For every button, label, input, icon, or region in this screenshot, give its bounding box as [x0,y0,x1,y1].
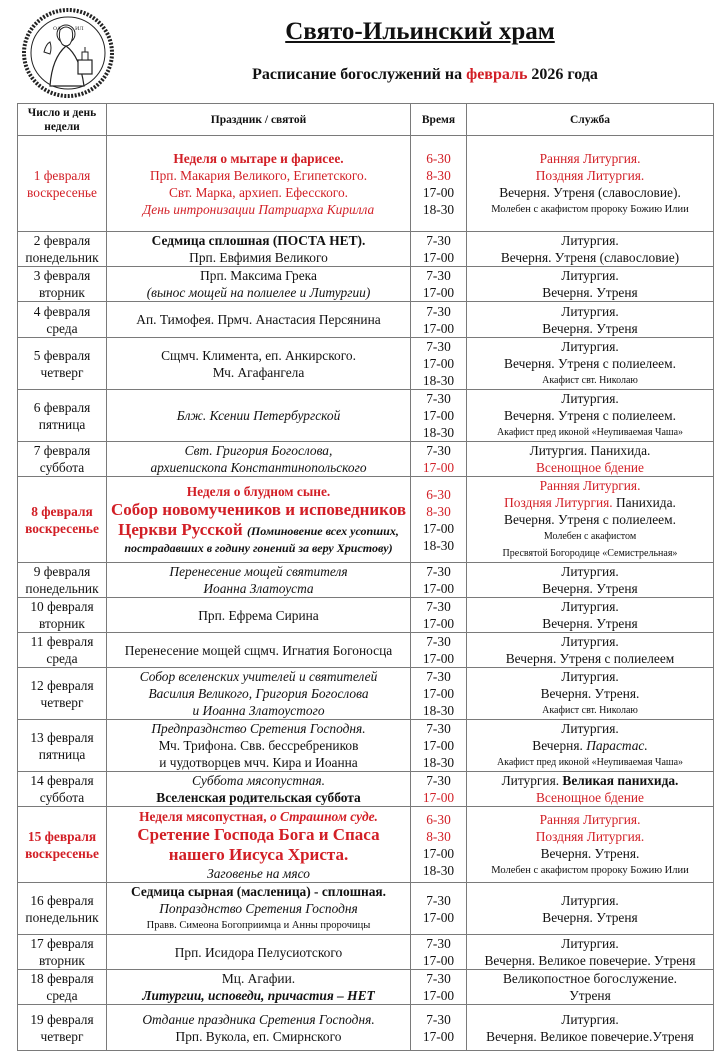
service-time: 18-30 [422,755,455,770]
feast-line: Прп. Макария Великого, Египетского. [149,167,368,183]
date-day: 8 февраля [31,503,93,519]
service-time: 17-00 [422,356,455,371]
feast-cell [107,598,411,633]
service-time: 17-00 [422,250,455,265]
church-seal-logo [20,8,116,98]
time-cell [411,1005,467,1051]
service-time: 6-30 [426,150,451,166]
service-line-part: Вечерня. [532,738,587,753]
service-cell [467,338,714,390]
feast-line: Блж. Ксении Петербургской [176,408,341,423]
service-line: Молебен с акафистом пророку Божию Илии [491,864,689,876]
service-time: 7-30 [426,443,451,458]
service-time: 17-00 [422,790,455,805]
date-weekday: понедельник [25,909,99,925]
service-line: Всенощное бдение [536,790,644,805]
feast-line: День интронизации Патриарха Кирилла [142,201,375,217]
table-row [18,338,714,390]
feast-cell [107,477,411,563]
service-line: Вечерня. Великое повечерие. Утреня [484,953,696,968]
time-cell [411,668,467,720]
service-line [469,772,711,789]
table-row [18,267,714,302]
table-row [18,136,714,232]
service-line: Литургия. [561,936,619,951]
column-header-date: Число и день недели [18,104,107,136]
service-line: Вечерня. Утреня с полиелеем. [504,356,676,371]
time-cell [411,970,467,1005]
service-line: Утреня [569,988,611,1003]
feast-line-part: (Поминовение всех усопших, [246,523,399,538]
date-cell [18,390,107,442]
table-row [18,720,714,772]
service-time: 17-00 [422,285,455,300]
svg-text:ИЛ: ИЛ [75,26,84,32]
feast-cell [107,563,411,598]
date-cell [18,563,107,598]
feast-line: и чудотворцев мчч. Кира и Иоанна [159,755,358,770]
service-time: 17-00 [422,1028,455,1044]
service-time: 17-00 [422,184,455,200]
service-time: 17-00 [422,520,455,536]
church-seal-prophet-elijah-icon [20,8,116,98]
feast-cell [107,302,411,338]
service-cell [467,302,714,338]
column-header-feast: Праздник / святой [107,104,411,136]
feast-line: Неделя о блудном сыне. [186,483,331,499]
service-cell [467,633,714,668]
date-cell [18,1005,107,1051]
time-cell [411,302,467,338]
feast-line: пострадавших в годину гонений за веру Христову) [124,540,393,555]
service-line: Вечерня. Утреня [542,909,638,925]
date-weekday: четверг [40,364,84,380]
service-time: 6-30 [426,486,451,502]
date-cell [18,883,107,935]
time-cell [411,477,467,563]
feast-cell [107,633,411,668]
feast-line: Суббота мясопустная. [192,773,325,788]
page-subtitle [190,66,660,84]
time-cell [411,563,467,598]
service-time: 17-00 [422,845,455,861]
feast-cell [107,772,411,807]
service-time: 17-00 [422,408,455,423]
subtitle-month: февраль [466,66,528,83]
date-day: 4 февраля [33,303,91,319]
feast-line: Прп. Ефрема Сирина [198,607,319,623]
feast-line: Мц. Агафии. [221,971,296,986]
date-day: 13 февраля [30,729,94,745]
feast-line-part: о Страшном суде. [269,808,378,824]
feast-line: Предпразднство Сретения Господня. [151,721,366,736]
date-weekday: среда [46,320,78,336]
service-time: 17-00 [422,738,455,753]
service-cell [467,267,714,302]
service-time: 17-00 [422,988,455,1003]
service-line-part: Поздняя Литургия. [504,495,613,510]
service-line: Литургия. [561,892,619,908]
service-line: Вечерня. Утреня. [540,686,640,701]
date-weekday: воскресенье [25,845,99,861]
service-time: 17-00 [422,460,455,475]
date-weekday: четверг [40,694,84,710]
table-row [18,390,714,442]
service-line: Литургия. [561,233,619,248]
date-day: 11 февраля [30,634,94,649]
date-weekday: пятница [38,416,86,432]
feast-line: Мч. Агафангела [212,364,305,380]
service-cell [467,807,714,883]
date-weekday: воскресенье [25,520,99,536]
service-cell [467,935,714,970]
feast-line: Прп. Максима Грека [200,268,317,283]
service-time: 7-30 [426,268,451,283]
service-line: Литургия. [561,1011,619,1027]
feast-line: нашего Иисуса Христа. [168,844,349,864]
date-day: 16 февраля [30,892,94,908]
service-time: 7-30 [426,971,451,986]
table-row [18,232,714,267]
service-time: 18-30 [422,201,455,217]
time-cell [411,883,467,935]
date-weekday: среда [46,988,78,1003]
date-cell [18,302,107,338]
page-title: Свято-Ильинский храм [285,18,555,45]
service-time: 7-30 [426,669,451,684]
date-cell [18,232,107,267]
feast-line: Иоанна Златоуста [203,581,314,596]
date-day: 9 февраля [33,564,91,579]
feast-line: Отдание праздника Сретения Господня. [142,1011,375,1027]
date-weekday: суббота [39,790,85,805]
feast-line-part: Неделя мясопустная, [139,808,270,824]
service-line: Вечерня. Утреня с полиелеем [505,651,675,666]
feast-line: Перенесение мощей святителя [169,564,348,579]
date-cell [18,807,107,883]
service-line: Литургия. [561,564,619,579]
feast-line: Собор новомучеников и исповедников [110,499,407,519]
table-row [18,633,714,668]
table-row [18,935,714,970]
date-day: 12 февраля [30,677,94,693]
feast-line: Перенесение мощей сщмч. Игнатия Богоносца [124,642,393,658]
feast-cell [107,883,411,935]
service-time: 8-30 [426,167,451,183]
time-cell [411,442,467,477]
feast-line: (вынос мощей на полиелее и Литургии) [146,285,371,300]
service-time: 7-30 [426,599,451,614]
table-row [18,477,714,563]
time-cell [411,136,467,232]
feast-line: архиепископа Константинопольского [150,460,367,475]
service-line: Вечерня. Утреня [542,285,638,300]
svg-text:ОА: ОА [53,26,61,32]
service-time: 17-00 [422,953,455,968]
table-row [18,883,714,935]
time-cell [411,267,467,302]
service-line: Поздняя Литургия. [535,167,645,183]
service-line: Акафист свт. Николаю [542,375,638,386]
feast-line: Василия Великого, Григория Богослова [148,686,369,701]
service-time: 7-30 [426,721,451,736]
date-weekday: пятница [38,746,86,762]
service-cell [467,477,714,563]
service-line-part: Литургия. [501,773,563,788]
service-cell [467,1005,714,1051]
feast-cell [107,1005,411,1051]
service-line: Вечерня. Утреня [542,616,638,631]
feast-cell [107,935,411,970]
service-time: 7-30 [426,634,451,649]
service-cell [467,598,714,633]
feast-cell [107,720,411,772]
service-cell [467,772,714,807]
subtitle-suffix: 2026 года [527,66,598,83]
service-line: Литургия. [561,303,619,319]
table-row [18,598,714,633]
table-row [18,563,714,598]
service-time: 8-30 [426,828,451,844]
service-line: Вечерня. Утреня (славословие) [500,250,680,265]
service-line: Поздняя Литургия. [535,828,645,844]
feast-cell [107,390,411,442]
date-weekday: суббота [39,460,85,475]
date-cell [18,633,107,668]
column-header-time: Время [411,104,467,136]
date-day: 19 февраля [30,1011,94,1027]
date-day: 10 февраля [30,599,94,614]
date-day: 6 февраля [33,399,91,415]
service-time: 8-30 [426,503,451,519]
feast-line: Прп. Евфимия Великого [189,250,328,265]
feast-cell [107,442,411,477]
date-cell [18,442,107,477]
feast-line [109,520,408,540]
service-cell [467,232,714,267]
feast-line: Вселенская родительская суббота [156,790,361,805]
date-cell [18,970,107,1005]
date-cell [18,477,107,563]
feast-cell [107,232,411,267]
date-day: 18 февраля [30,971,94,986]
service-line: Литургия. [561,669,619,684]
time-cell [411,720,467,772]
service-time: 17-00 [422,616,455,631]
service-line: Великопостное богослужение. [502,971,678,986]
service-line: Литургия. [561,268,619,283]
table-row [18,302,714,338]
feast-line: Сретение Господа Бога и Спаса [137,824,380,844]
service-line: Вечерня. Утреня [542,320,638,336]
column-header-service: Служба [467,104,714,136]
service-line: Ранняя Литургия. [539,150,641,166]
feast-line [109,808,408,825]
schedule-rows [18,136,714,1051]
service-line: Вечерня. Утреня [542,581,638,596]
service-time: 17-00 [422,909,455,925]
service-line: Литургия. [561,634,619,649]
service-time: 18-30 [422,862,455,878]
table-row [18,442,714,477]
feast-line: Неделя о мытаре и фарисее. [173,150,344,166]
date-day: 1 февраля [33,167,91,183]
service-cell [467,390,714,442]
service-line: Ранняя Литургия. [539,811,641,827]
service-time: 6-30 [426,811,451,827]
feast-cell [107,970,411,1005]
table-row [18,1005,714,1051]
service-time: 18-30 [422,373,455,388]
feast-line: Заговенье на мясо [207,865,310,881]
service-time: 7-30 [426,1011,451,1027]
time-cell [411,390,467,442]
service-line: Литургия. [561,339,619,354]
service-time: 17-00 [422,581,455,596]
time-cell [411,772,467,807]
date-weekday: четверг [40,1028,84,1044]
date-weekday: вторник [39,285,85,300]
date-weekday: понедельник [25,581,99,596]
date-cell [18,267,107,302]
feast-line: Седмица сплошная (ПОСТА НЕТ). [151,233,366,248]
service-line: Вечерня. Великое повечерие.Утреня [486,1028,694,1044]
feast-line: и Иоанна Златоустого [192,703,325,718]
service-time: 7-30 [426,564,451,579]
service-line: Вечерня. Утреня. [540,845,640,861]
date-day: 17 февраля [30,936,94,951]
date-weekday: вторник [39,953,85,968]
feast-line: Собор вселенских учителей и святителей [139,669,378,684]
date-weekday: вторник [39,616,85,631]
service-cell [467,668,714,720]
date-cell [18,598,107,633]
service-time: 7-30 [426,391,451,406]
time-cell [411,598,467,633]
date-day: 14 февраля [30,773,94,788]
service-line: Вечерня. Утреня с полиелеем. [504,512,676,527]
service-line [469,737,711,754]
service-time: 7-30 [426,233,451,248]
subtitle-prefix: Расписание богослужений на [252,66,467,83]
date-weekday: понедельник [25,250,99,265]
service-line: Всенощное бдение [536,460,644,475]
date-cell [18,338,107,390]
service-time: 18-30 [422,425,455,440]
feast-line: Свт. Григория Богослова, [184,443,333,458]
service-line: Молебен с акафистом [543,531,637,542]
service-line: Акафист пред иконой «Неупиваемая Чаша» [496,757,684,768]
service-line: Вечерня. Утреня с полиелеем. [504,408,676,423]
date-day: 15 февраля [27,828,97,844]
service-time: 7-30 [426,936,451,951]
feast-line: Прп. Вукола, еп. Смирнского [175,1028,342,1044]
service-time: 18-30 [422,703,455,718]
service-line-part: Панихида. [612,495,676,510]
services-schedule-table [17,103,714,1051]
date-day: 3 февраля [33,268,91,283]
service-cell [467,883,714,935]
service-time: 18-30 [422,537,455,553]
date-cell [18,136,107,232]
service-line: Литургия. Панихида. [529,443,651,458]
service-line: Ранняя Литургия. [539,478,641,493]
feast-line: Мч. Трифона. Свв. бессребреников [158,738,359,753]
date-day: 2 февраля [33,233,91,248]
feast-line: Сщмч. Климента, еп. Анкирского. [161,347,356,363]
table-header-row [18,104,714,136]
service-time: 7-30 [426,303,451,319]
service-line: Пресвятой Богородице «Семистрельная» [502,548,678,559]
service-line [469,494,711,511]
feast-cell [107,668,411,720]
service-time: 7-30 [426,339,451,354]
service-line-part: Великая панихида. [562,773,679,788]
time-cell [411,232,467,267]
time-cell [411,633,467,668]
date-day: 5 февраля [33,347,91,363]
service-cell [467,720,714,772]
service-time: 7-30 [426,773,451,788]
service-line: Литургия. [561,721,619,736]
service-cell [467,136,714,232]
date-day: 7 февраля [33,443,91,458]
service-line: Литургия. [561,391,619,406]
feast-line: Литургии, исповеди, причастия – НЕТ [142,988,375,1003]
service-time: 17-00 [422,651,455,666]
service-cell [467,970,714,1005]
table-row [18,970,714,1005]
service-line-part: Парастас. [586,738,648,753]
date-cell [18,935,107,970]
time-cell [411,935,467,970]
date-cell [18,668,107,720]
service-time: 17-00 [422,320,455,336]
table-row [18,807,714,883]
service-line: Вечерня. Утреня (славословие). [499,184,681,200]
date-cell [18,772,107,807]
service-line: Молебен с акафистом пророку Божию Илии [491,203,689,215]
feast-line: Попразднство Сретения Господня [159,901,358,916]
feast-line-part: Церкви Русской [118,519,247,539]
date-weekday: воскресенье [27,184,97,200]
feast-cell [107,136,411,232]
service-line: Акафист свт. Николаю [542,705,638,716]
table-row [18,668,714,720]
feast-line: Седмица сырная (масленица) - сплошная. [130,884,387,899]
service-line: Акафист пред иконой «Неупиваемая Чаша» [496,427,684,438]
service-line: Литургия. [561,599,619,614]
feast-cell [107,807,411,883]
feast-line: Ап. Тимофея. Прмч. Анастасия Персянина [136,312,381,327]
time-cell [411,338,467,390]
time-cell [411,807,467,883]
feast-line: Правв. Симеона Богоприимца и Анны пророчицы [146,920,371,931]
feast-cell [107,267,411,302]
service-cell [467,442,714,477]
date-weekday: среда [46,651,78,666]
feast-line: Свт. Марка, архиеп. Ефесского. [169,184,348,200]
service-time: 17-00 [422,686,455,701]
service-time: 7-30 [426,892,451,908]
feast-line: Прп. Исидора Пелусиотского [174,944,343,960]
feast-cell [107,338,411,390]
date-cell [18,720,107,772]
table-row [18,772,714,807]
service-cell [467,563,714,598]
